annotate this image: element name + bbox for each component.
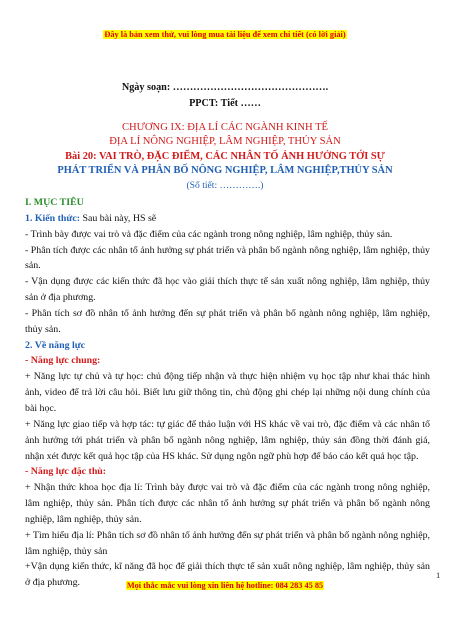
lesson-title-line1-text: Bài 20: VAI TRÒ, ĐẶC ĐIỂM, CÁC NHÂN TỐ ẢNH HƯỞNG TỚI SỰ <box>65 151 385 162</box>
ppct-line: PPCT: Tiết …… <box>189 98 261 109</box>
specific-ability-label <box>25 464 430 480</box>
lesson-title-line1 <box>0 151 450 162</box>
knowledge-item: - Vận dụng được các kiến thức đã học vào giải thích thực tế sản xuất nông nghiệp, lâm nghiệp, thủy sản ở địa phương. <box>25 276 430 304</box>
hotline-footer-text: Mọi thắc mắc vui lòng xin liên hệ hotline: 084 283 45 85 <box>126 581 324 590</box>
knowledge-label: 1. Kiến thức: <box>25 212 81 224</box>
specific-ability-item: + Nhận thức khoa học địa lí: Trình bày được vai trò và đặc điểm của các ngành trong nông nghiệp, lâm nghiệp, thủy sản. Phân tích được các nhân tố ảnh hưởng sự phát triển và phân bố ngành nông nghiệp, lâm nghiệp, thủy sản. <box>25 482 430 525</box>
knowledge-intro: Sau bài này, HS sẽ <box>80 212 157 224</box>
lesson-title-line2: PHÁT TRIỂN VÀ PHÂN BỐ NÔNG NGHIỆP, LÂM NGHIỆP,THỦY SẢN <box>57 165 393 176</box>
ability-heading: 2. Về năng lực <box>25 339 86 351</box>
knowledge-item: - Phân tích sơ đồ nhân tố ảnh hưởng đến sự phát triển và phân bố ngành nông nghiệp, lâm nghiệp, thủy sản. <box>25 307 430 335</box>
chapter-subtitle: ĐỊA LÍ NÔNG NGHIỆP, LÂM NGHIỆP, THỦY SẢN <box>109 136 341 147</box>
knowledge-paragraph <box>25 211 430 227</box>
preview-banner-text: Đây là bản xem thử, vui lòng mua tài liệu để xem chi tiết (có lời giải) <box>104 30 346 39</box>
section-heading-objectives: I. MỤC TIÊU <box>25 197 84 208</box>
specific-ability-label-text: - Năng lực đặc thù: <box>25 466 107 478</box>
specific-ability-item: +Vận dụng kiến thức, kĩ năng đã học để giải thích thực tế sản xuất nông nghiệp, lâm nghiệp, thủy sản ở địa phương. <box>25 561 430 589</box>
date-line: Ngày soạn: ………………………………………. <box>121 82 329 93</box>
lesson-periods: (Số tiết: ………….) <box>186 180 264 191</box>
hotline-footer <box>0 575 450 593</box>
knowledge-item: - Trình bày được vai trò và đặc điểm của các ngành trong nông nghiệp, lâm nghiệp, thủy sản. <box>25 228 393 240</box>
chapter-title: CHƯƠNG IX: ĐỊA LÍ CÁC NGÀNH KINH TẾ <box>121 122 329 133</box>
general-ability-item: + Năng lực giao tiếp và hợp tác: tự giác để thảo luận với HS khác về vai trò, đặc điểm và các nhân tố ảnh hưởng tới phát triển và phân bố ngành nông nghiệp, lâm nghiệp, thủy sản đồng thời đánh giá, nhận xét được kết quả học tập của HS khác. Sử dụng ngôn ngữ phù hợp để báo cáo kết quả học tập. <box>25 418 430 462</box>
general-ability-label-text: - Năng lực chung: <box>25 355 101 367</box>
knowledge-item: - Phân tích được các nhân tố ảnh hưởng sự phát triển và phân bố ngành nông nghiệp, lâm nghiệp, thủy sản. <box>25 244 430 272</box>
general-ability-item: + Năng lực tự chủ và tự học: chủ động tiếp nhận và thực hiện nhiệm vụ học tập như khai thác hình ảnh, video để trả lời câu hỏi. Biết lưu giữ thông tin, chủ động ghi chép lại những nội dung chính của bài học. <box>25 371 430 414</box>
specific-ability-item: + Tìm hiểu địa lí: Phân tích sơ đồ nhân tố ảnh hưởng đến sự phát triển và phân bố ngành nông nghiệp, lâm nghiệp, thủy sản <box>25 529 430 557</box>
document-body <box>25 195 430 591</box>
general-ability-label <box>25 353 430 369</box>
preview-banner <box>0 24 450 42</box>
page-number: 1 <box>436 570 441 580</box>
